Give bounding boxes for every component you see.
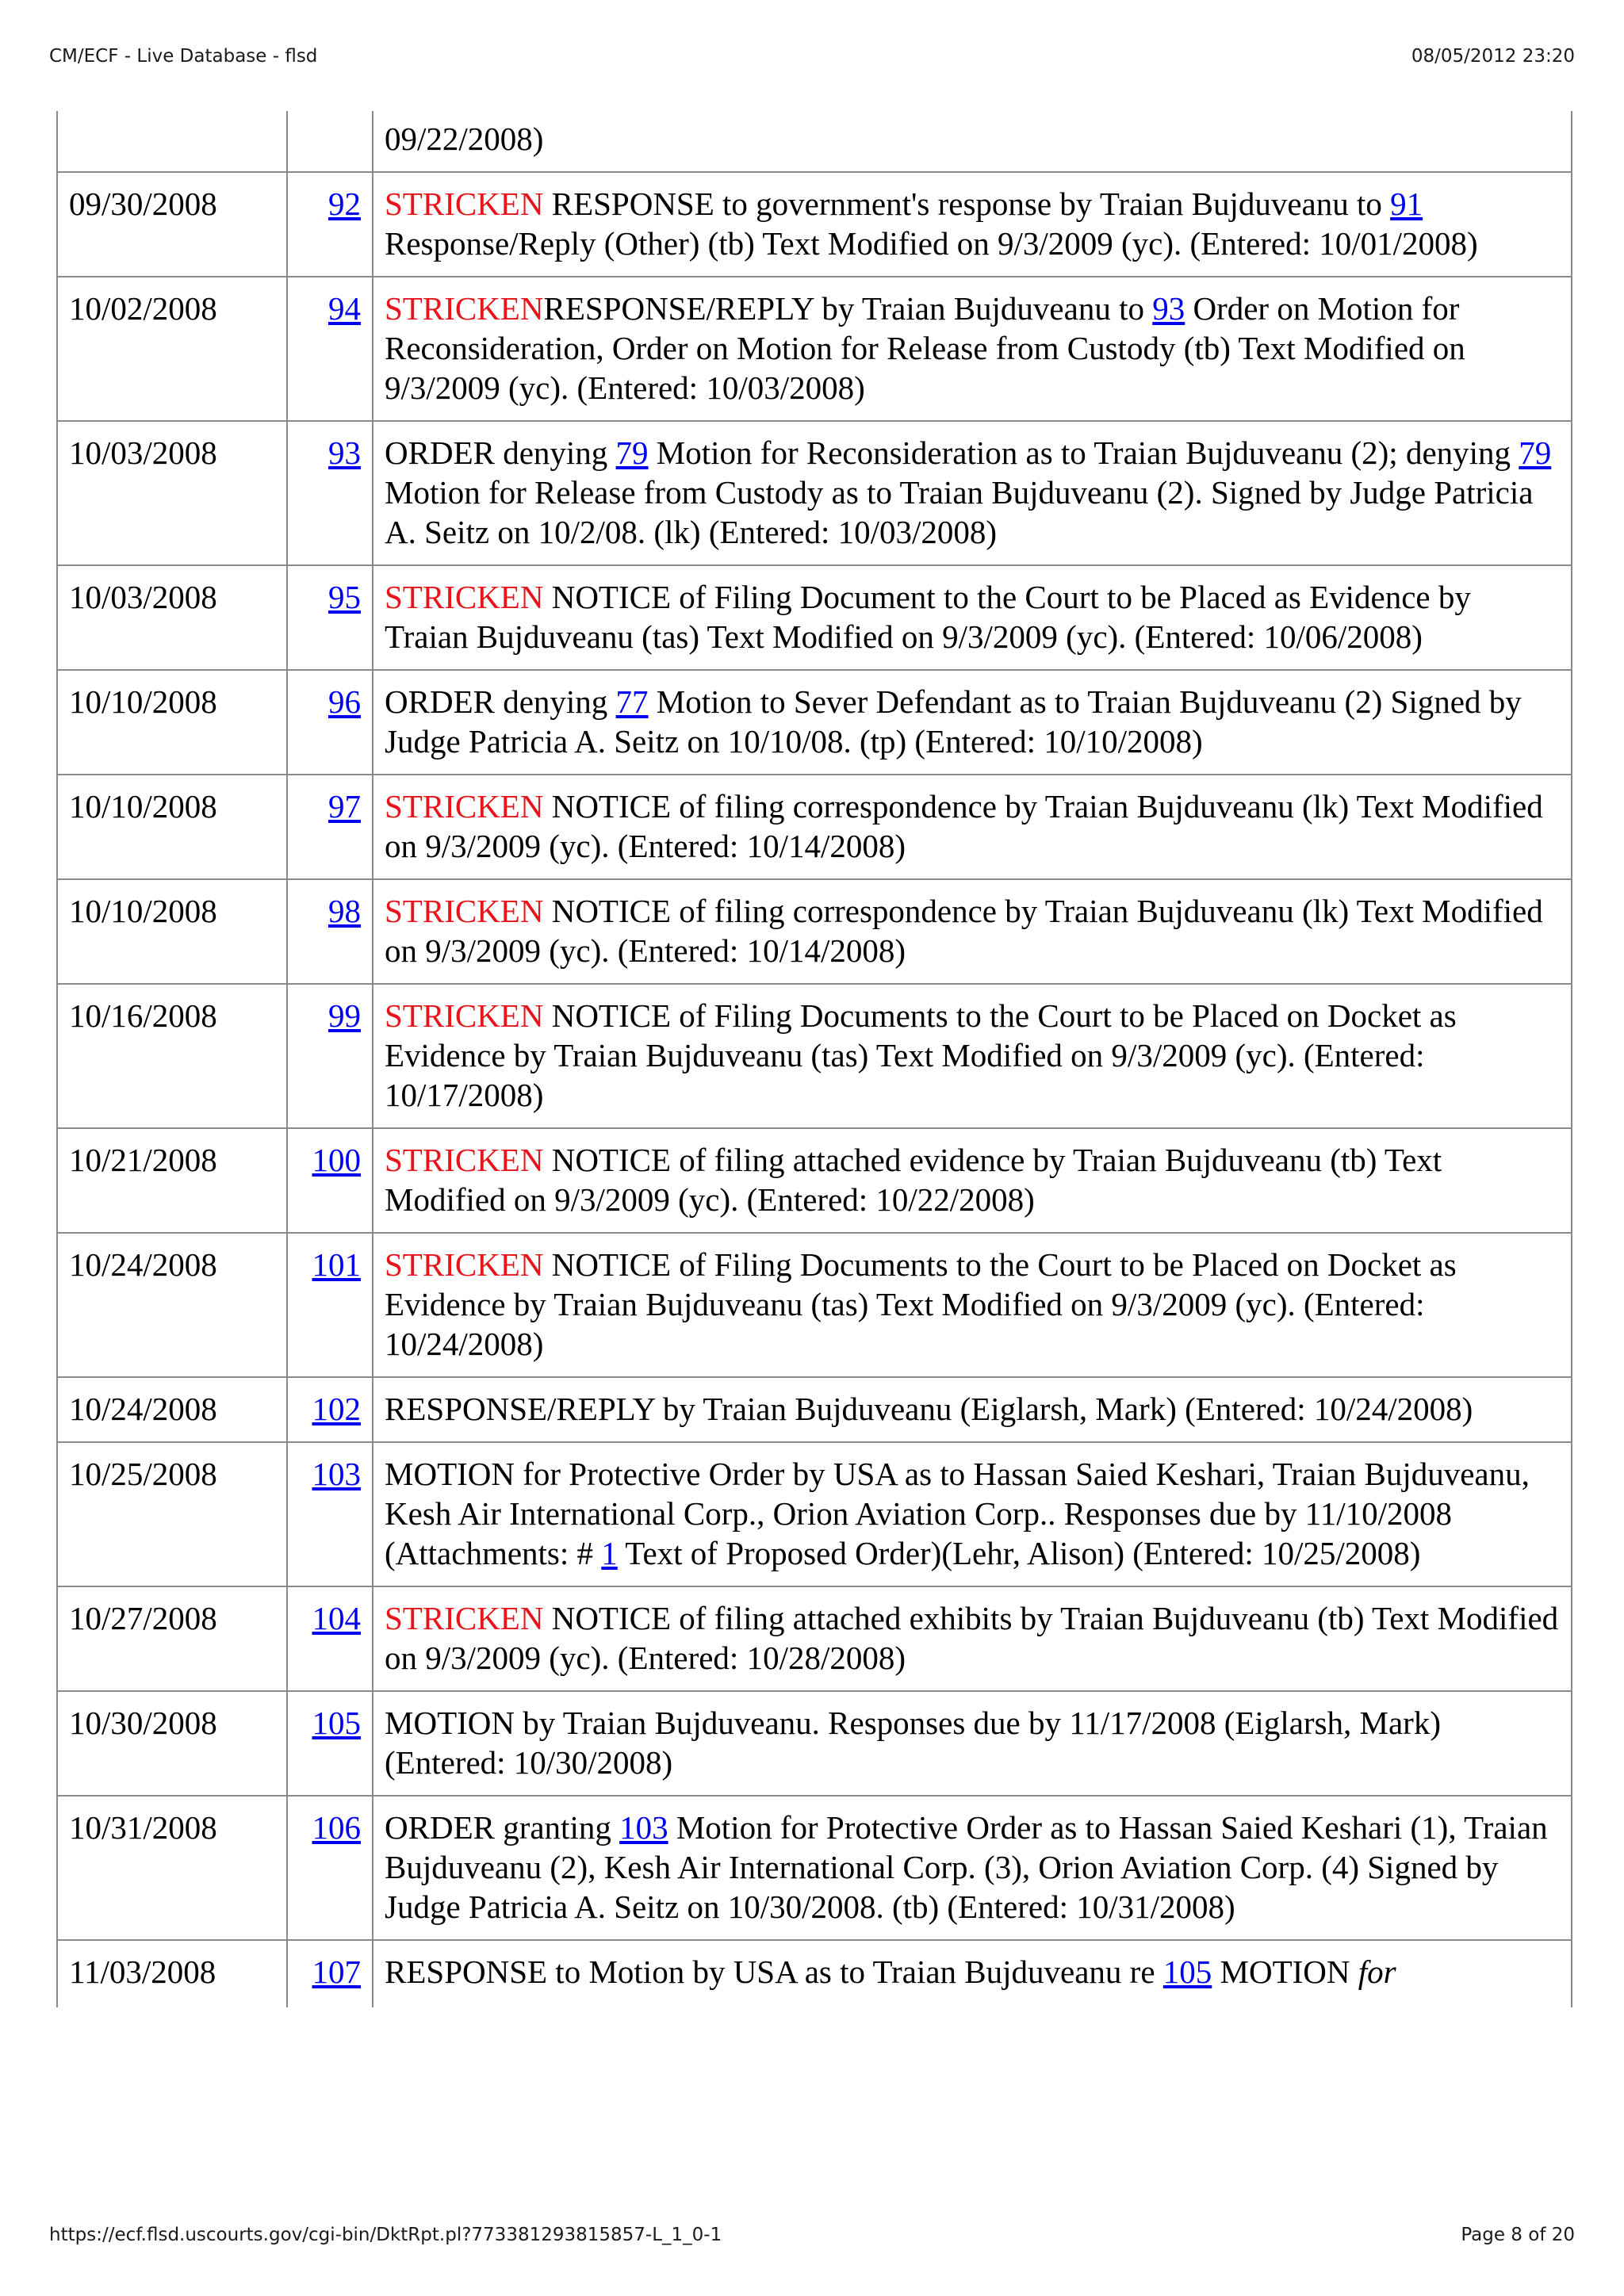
docket-entry-link[interactable]: 95 — [328, 579, 361, 615]
header-timestamp: 08/05/2012 23:20 — [1411, 46, 1575, 67]
docket-text-fragment: MOTION for Protective Order by USA as to Hassan Saied Keshari, Traian Bujduveanu, Kesh Air International Corp., Orion Aviation Corp.. Responses due by 11/10/2008 (Attachments: # — [385, 1456, 1530, 1571]
docket-text-fragment: Motion for Release from Custody as to Traian Bujduveanu (2). Signed by Judge Patricia A. Seitz on 10/2/08. (lk) (Entered: 10/03/2008) — [385, 474, 1534, 550]
docket-entry-number — [287, 984, 373, 1128]
docket-entry-number — [287, 1586, 373, 1691]
docket-body — [57, 111, 1572, 2007]
docket-date: 10/03/2008 — [57, 421, 287, 565]
docket-row — [57, 111, 1572, 172]
docket-row — [57, 1691, 1572, 1796]
docket-entry-number — [287, 1940, 373, 2007]
docket-entry-link[interactable]: 92 — [328, 186, 361, 222]
docket-row — [57, 775, 1572, 879]
docket-row — [57, 421, 1572, 565]
docket-text — [373, 111, 1572, 172]
docket-text-fragment: Motion to Sever Defendant as to Traian Bujduveanu (2) Signed by Judge Patricia A. Seitz on 10/10/08. (tp) (Entered: 10/10/2008) — [385, 683, 1522, 760]
docket-entry-number — [287, 1377, 373, 1442]
page-footer — [49, 2225, 1575, 2245]
docket-row — [57, 1233, 1572, 1377]
docket-date: 10/10/2008 — [57, 670, 287, 775]
docket-entry-number — [287, 172, 373, 277]
docket-date: 10/30/2008 — [57, 1691, 287, 1796]
page-number: Page 8 of 20 — [1461, 2225, 1575, 2245]
docket-text-fragment: NOTICE of filing attached exhibits by Traian Bujduveanu (tb) Text Modified on 9/3/2009 (yc). (Entered: 10/28/2008) — [385, 1600, 1559, 1676]
document-reference-link[interactable]: 79 — [615, 434, 649, 471]
docket-table — [56, 111, 1572, 2007]
docket-text-fragment: RESPONSE/REPLY by Traian Bujduveanu (Eiglarsh, Mark) (Entered: 10/24/2008) — [385, 1391, 1473, 1427]
docket-text-fragment: Motion for Reconsideration as to Traian Bujduveanu (2); denying — [648, 434, 1519, 471]
docket-text — [373, 1128, 1572, 1233]
docket-entry-number — [287, 421, 373, 565]
docket-text-fragment: ORDER denying — [385, 434, 616, 471]
docket-text — [373, 1796, 1572, 1940]
docket-entry-number — [287, 1691, 373, 1796]
stricken-label: STRICKEN — [385, 1142, 544, 1178]
docket-date: 10/10/2008 — [57, 879, 287, 984]
docket-row — [57, 984, 1572, 1128]
docket-entry-number — [287, 670, 373, 775]
stricken-label: STRICKEN — [385, 997, 544, 1034]
docket-text — [373, 1691, 1572, 1796]
docket-text-fragment: MOTION — [1212, 1954, 1358, 1990]
docket-entry-link[interactable]: 107 — [312, 1954, 361, 1990]
document-reference-link[interactable]: 93 — [1152, 290, 1185, 327]
docket-text-fragment: MOTION by Traian Bujduveanu. Responses due by 11/17/2008 (Eiglarsh, Mark) (Entered: 10/30/2008) — [385, 1705, 1441, 1781]
docket-entry-number — [287, 1128, 373, 1233]
document-reference-link[interactable]: 77 — [615, 683, 649, 720]
docket-date: 10/31/2008 — [57, 1796, 287, 1940]
docket-entry-link[interactable]: 103 — [312, 1456, 361, 1492]
docket-text-fragment: NOTICE of filing correspondence by Traian Bujduveanu (lk) Text Modified on 9/3/2009 (yc). (Entered: 10/14/2008) — [385, 788, 1543, 864]
docket-text — [373, 421, 1572, 565]
docket-date: 10/24/2008 — [57, 1233, 287, 1377]
docket-text — [373, 984, 1572, 1128]
docket-entry-link[interactable]: 94 — [328, 290, 361, 327]
docket-row — [57, 172, 1572, 277]
docket-text — [373, 172, 1572, 277]
docket-entry-number — [287, 1442, 373, 1586]
docket-date: 10/02/2008 — [57, 277, 287, 421]
docket-text — [373, 1442, 1572, 1586]
docket-text-fragment: Response/Reply (Other) (tb) Text Modified on 9/3/2009 (yc). (Entered: 10/01/2008) — [385, 225, 1478, 262]
docket-text-fragment: NOTICE of Filing Documents to the Court to be Placed on Docket as Evidence by Traian Bujduveanu (tas) Text Modified on 9/3/2009 (yc). (Entered: 10/17/2008) — [385, 997, 1457, 1113]
docket-entry-link[interactable]: 100 — [312, 1142, 361, 1178]
docket-text-fragment: NOTICE of Filing Document to the Court to be Placed as Evidence by Traian Bujduveanu (tas) Text Modified on 9/3/2009 (yc). (Entered: 10/06/2008) — [385, 579, 1471, 655]
stricken-label: STRICKEN — [385, 186, 544, 222]
document-reference-link[interactable]: 1 — [601, 1535, 618, 1571]
stricken-label: STRICKEN — [385, 893, 544, 929]
docket-text-fragment: NOTICE of filing correspondence by Traian Bujduveanu (lk) Text Modified on 9/3/2009 (yc). (Entered: 10/14/2008) — [385, 893, 1543, 969]
docket-text-fragment: ORDER denying — [385, 683, 616, 720]
docket-row — [57, 565, 1572, 670]
document-reference-link[interactable]: 91 — [1390, 186, 1423, 222]
docket-entry-link[interactable]: 98 — [328, 893, 361, 929]
docket-entry-link[interactable]: 96 — [328, 683, 361, 720]
docket-text-fragment: Order on Motion for Reconsideration, Order on Motion for Release from Custody (tb) Text Modified on 9/3/2009 (yc). (Entered: 10/03/2008) — [385, 290, 1465, 406]
docket-text-fragment: Motion for Protective Order as to Hassan Saied Keshari (1), Traian Bujduveanu (2), Kesh Air International Corp. (3), Orion Aviation Corp. (4) Signed by Judge Patricia A. Seitz on 10/30/2008. (tb) (Entered: 10/31/2008) — [385, 1809, 1548, 1925]
document-reference-link[interactable]: 103 — [619, 1809, 668, 1846]
docket-row — [57, 1377, 1572, 1442]
docket-date: 10/03/2008 — [57, 565, 287, 670]
docket-text — [373, 565, 1572, 670]
docket-entry-number — [287, 1796, 373, 1940]
docket-text — [373, 775, 1572, 879]
docket-text-fragment: RESPONSE/REPLY by Traian Bujduveanu to — [543, 290, 1153, 327]
docket-text-fragment: NOTICE of Filing Documents to the Court to be Placed on Docket as Evidence by Traian Bujduveanu (tas) Text Modified on 9/3/2009 (yc). (Entered: 10/24/2008) — [385, 1246, 1457, 1362]
docket-date: 10/25/2008 — [57, 1442, 287, 1586]
docket-entry-number — [287, 879, 373, 984]
docket-date: 10/21/2008 — [57, 1128, 287, 1233]
docket-entry-link[interactable]: 106 — [312, 1809, 361, 1846]
docket-date: 09/30/2008 — [57, 172, 287, 277]
docket-text-fragment: Text of Proposed Order)(Lehr, Alison) (Entered: 10/25/2008) — [617, 1535, 1421, 1571]
docket-entry-link[interactable]: 101 — [312, 1246, 361, 1283]
page-header — [49, 46, 1575, 67]
docket-entry-number — [287, 277, 373, 421]
docket-entry-number — [287, 565, 373, 670]
docket-entry-link[interactable]: 97 — [328, 788, 361, 825]
docket-row — [57, 1940, 1572, 2007]
docket-entry-number — [287, 775, 373, 879]
stricken-label: STRICKEN — [385, 788, 544, 825]
header-title: CM/ECF - Live Database - flsd — [49, 46, 318, 67]
docket-entry-link[interactable]: 99 — [328, 997, 361, 1034]
docket-entry-number — [287, 111, 373, 172]
document-reference-link[interactable]: 79 — [1519, 434, 1552, 471]
docket-text — [373, 670, 1572, 775]
docket-row — [57, 1442, 1572, 1586]
docket-row — [57, 670, 1572, 775]
docket-row — [57, 1586, 1572, 1691]
docket-row — [57, 1796, 1572, 1940]
docket-text-fragment: RESPONSE to government's response by Traian Bujduveanu to — [543, 186, 1391, 222]
docket-text — [373, 277, 1572, 421]
docket-date: 10/16/2008 — [57, 984, 287, 1128]
docket-date — [57, 111, 287, 172]
footer-url: https://ecf.flsd.uscourts.gov/cgi-bin/DktRpt.pl?773381293815857-L_1_0-1 — [49, 2225, 722, 2245]
docket-entry-link[interactable]: 93 — [328, 434, 361, 471]
docket-text — [373, 879, 1572, 984]
docket-text-fragment: 09/22/2008) — [385, 121, 544, 157]
docket-entry-number — [287, 1233, 373, 1377]
docket-text — [373, 1377, 1572, 1442]
stricken-label: STRICKEN — [385, 1246, 544, 1283]
stricken-label: STRICKEN — [385, 1600, 544, 1636]
docket-date: 10/24/2008 — [57, 1377, 287, 1442]
docket-row — [57, 1128, 1572, 1233]
stricken-label: STRICKEN — [385, 290, 544, 327]
docket-entry-link[interactable]: 104 — [312, 1600, 361, 1636]
docket-text-fragment: NOTICE of filing attached evidence by Traian Bujduveanu (tb) Text Modified on 9/3/2009 (yc). (Entered: 10/22/2008) — [385, 1142, 1442, 1218]
docket-entry-link[interactable]: 105 — [312, 1705, 361, 1741]
docket-text-fragment: ORDER granting — [385, 1809, 620, 1846]
stricken-label: STRICKEN — [385, 579, 544, 615]
docket-entry-link[interactable]: 102 — [312, 1391, 361, 1427]
docket-text-fragment: RESPONSE to Motion by USA as to Traian Bujduveanu re — [385, 1954, 1163, 1990]
docket-text — [373, 1586, 1572, 1691]
docket-text — [373, 1940, 1572, 2007]
docket-date: 11/03/2008 — [57, 1940, 287, 2007]
docket-text — [373, 1233, 1572, 1377]
docket-row — [57, 879, 1572, 984]
docket-row — [57, 277, 1572, 421]
docket-date: 10/27/2008 — [57, 1586, 287, 1691]
document-reference-link[interactable]: 105 — [1162, 1954, 1212, 1990]
italic-text: for — [1358, 1954, 1396, 1990]
docket-date: 10/10/2008 — [57, 775, 287, 879]
